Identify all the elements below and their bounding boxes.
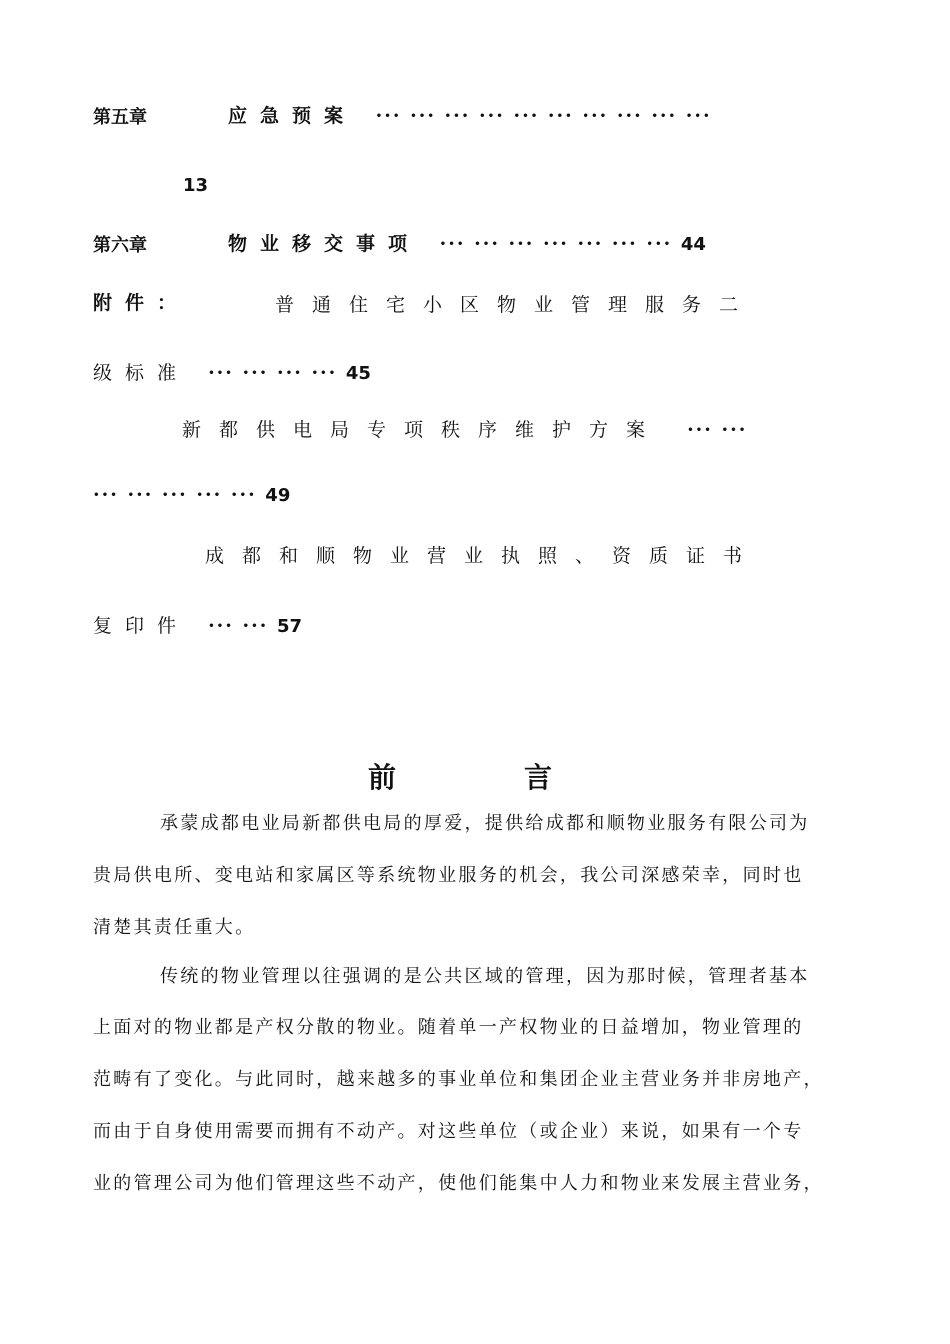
toc-chapter6-title: 物业移交事项 xyxy=(228,233,421,255)
toc-appendix1-title-b: 级标准 xyxy=(93,362,190,384)
preface-p2-line4: 而由于自身使用需要而拥有不动产。对这些单位（或企业）来说，如果有一个专 xyxy=(93,1121,804,1142)
toc-chapter6-title-row xyxy=(228,229,706,256)
toc-appendix2-row xyxy=(182,415,747,442)
toc-appendix3-row xyxy=(93,611,302,638)
toc-appendix-label: 附件： xyxy=(93,292,190,314)
toc-appendix1-title-a: 普通住宅小区物业管理服务二 xyxy=(275,294,757,316)
toc-chapter5-title-row xyxy=(228,101,712,128)
toc-chapter6-page: 44 xyxy=(680,234,706,255)
toc-appendix3-title-b: 复印件 xyxy=(93,615,190,637)
toc-chapter6-label: 第六章 xyxy=(93,235,147,256)
toc-appendix1-row xyxy=(93,358,371,385)
toc-chapter6-dots: ··· ··· ··· ··· ··· ··· ··· xyxy=(439,233,681,255)
toc-chapter5-dots: ··· ··· ··· ··· ··· ··· ··· ··· ··· ··· xyxy=(375,105,712,127)
preface-p2-line1: 传统的物业管理以往强调的是公共区域的管理，因为那时候，管理者基本 xyxy=(160,966,810,987)
toc-appendix3-dots: ··· ··· xyxy=(208,615,277,637)
toc-chapter5-row xyxy=(93,103,147,129)
preface-heading-right: 言 xyxy=(524,761,553,794)
toc-chapter6-row xyxy=(93,231,147,257)
toc-appendix2-title: 新都供电局专项秩序维护方案 xyxy=(182,419,664,441)
toc-chapter5-title: 应急预案 xyxy=(228,105,357,127)
preface-p2-line3: 范畴有了变化。与此同时，越来越多的事业单位和集团企业主营业务并非房地产， xyxy=(93,1069,824,1090)
preface-p1-line3: 清楚其责任重大。 xyxy=(93,917,256,938)
toc-appendix2-dots-b: ··· ··· ··· ··· ··· xyxy=(93,484,266,506)
toc-appendix1-dots: ··· ··· ··· ··· xyxy=(208,362,346,384)
toc-chapter5-page: 13 xyxy=(183,175,209,196)
preface-p1-line1: 承蒙成都电业局新都供电局的厚爱，提供给成都和顺物业服务有限公司为 xyxy=(160,813,810,834)
toc-appendix2-row2 xyxy=(93,484,290,506)
toc-appendix2-page: 49 xyxy=(265,485,291,506)
toc-chapter5-label: 第五章 xyxy=(93,107,147,128)
preface-p2-line2: 上面对的物业都是产权分散的物业。随着单一产权物业的日益增加，物业管理的 xyxy=(93,1017,804,1038)
preface-p2-line5: 业的管理公司为他们管理这些不动产，使他们能集中人力和物业来发展主营业务， xyxy=(93,1173,824,1194)
preface-heading-left: 前 xyxy=(368,761,397,794)
toc-appendix2-dots-a: ··· ··· xyxy=(687,419,748,441)
preface-p1-line2: 贵局供电所、变电站和家属区等系统物业服务的机会，我公司深感荣幸，同时也 xyxy=(93,865,804,886)
toc-appendix1-page: 45 xyxy=(345,363,371,384)
toc-appendix3-page: 57 xyxy=(276,616,303,637)
toc-appendix3-title-a: 成都和顺物业营业执照、资质证书 xyxy=(205,545,761,567)
